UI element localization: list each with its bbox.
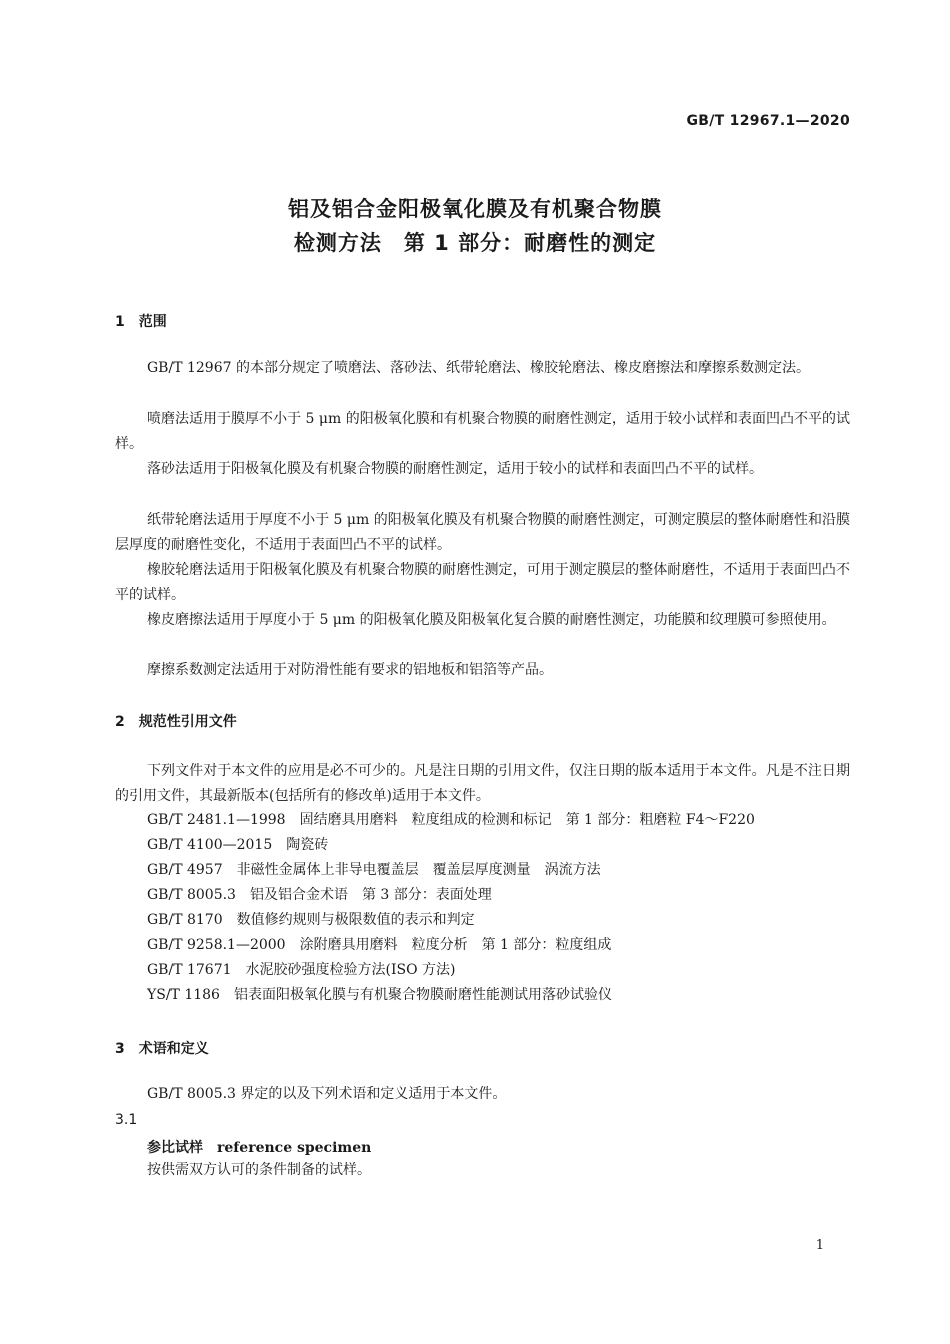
section-2-heading: 2 规范性引用文件	[115, 714, 237, 730]
section-1-paragraph: 橡皮磨擦法适用于厚度小于 5 μm 的阳极氧化膜及阳极氧化复合膜的耐磨性测定，功能膜和纹理膜可参照使用。	[147, 612, 836, 628]
clause-number: 3.1	[115, 1112, 138, 1128]
standard-number: GB/T 12967.1—2020	[686, 113, 850, 129]
section-1-paragraph: 纸带轮磨法适用于厚度不小于 5 μm 的阳极氧化膜及有机聚合物膜的耐磨性测定，可测定膜层的整体耐磨性和沿膜层厚度的耐磨性变化，不适用于表面凹凸不平的试样。	[115, 512, 850, 553]
section-3-heading: 3 术语和定义	[115, 1041, 209, 1057]
reference-item: GB/T 17671 水泥胶砂强度检验方法(ISO 方法)	[147, 962, 456, 978]
reference-item: GB/T 4957 非磁性金属体上非导电覆盖层 覆盖层厚度测量 涡流方法	[147, 862, 601, 878]
section-1-heading: 1 范围	[115, 314, 167, 330]
page-number: 1	[815, 1238, 824, 1253]
section-1-paragraph: 喷磨法适用于膜厚不小于 5 μm 的阳极氧化膜和有机聚合物膜的耐磨性测定，适用于较小试样和表面凹凸不平的试样。	[115, 411, 850, 452]
reference-item: YS/T 1186 铝表面阳极氧化膜与有机聚合物膜耐磨性能测试用落砂试验仪	[147, 987, 612, 1003]
term-title: 参比试样 reference specimen	[147, 1140, 372, 1156]
reference-item: GB/T 8170 数值修约规则与极限数值的表示和判定	[147, 912, 475, 928]
section-1-paragraph: 落砂法适用于阳极氧化膜及有机聚合物膜的耐磨性测定，适用于较小的试样和表面凹凸不平的试样。	[147, 461, 763, 477]
reference-item: GB/T 4100—2015 陶瓷砖	[147, 837, 329, 853]
reference-item: GB/T 8005.3 铝及铝合金术语 第 3 部分：表面处理	[147, 887, 492, 903]
section-3-intro: GB/T 8005.3 界定的以及下列术语和定义适用于本文件。	[147, 1086, 507, 1102]
document-title	[0, 192, 950, 260]
reference-item: GB/T 2481.1—1998 固结磨具用磨料 粒度组成的检测和标记 第 1 部分：粗磨粒 F4～F220	[147, 812, 755, 828]
reference-item: GB/T 9258.1—2000 涂附磨具用磨料 粒度分析 第 1 部分：粒度组成	[147, 937, 612, 953]
title-line-1: 铝及铝合金阳极氧化膜及有机聚合物膜	[288, 197, 662, 221]
section-2-intro: 下列文件对于本文件的应用是必不可少的。凡是注日期的引用文件，仅注日期的版本适用于本文件。凡是不注日期的引用文件，其最新版本(包括所有的修改单)适用于本文件。	[115, 763, 850, 804]
section-1-paragraph: GB/T 12967 的本部分规定了喷磨法、落砂法、纸带轮磨法、橡胶轮磨法、橡皮磨擦法和摩擦系数测定法。	[147, 360, 810, 376]
term-definition: 按供需双方认可的条件制备的试样。	[147, 1162, 371, 1178]
section-1-paragraph: 橡胶轮磨法适用于阳极氧化膜及有机聚合物膜的耐磨性测定，可用于测定膜层的整体耐磨性，不适用于表面凹凸不平的试样。	[115, 562, 850, 603]
title-line-2: 检测方法 第 1 部分：耐磨性的测定	[293, 231, 657, 255]
section-1-paragraph: 摩擦系数测定法适用于对防滑性能有要求的铝地板和铝箔等产品。	[147, 662, 553, 678]
